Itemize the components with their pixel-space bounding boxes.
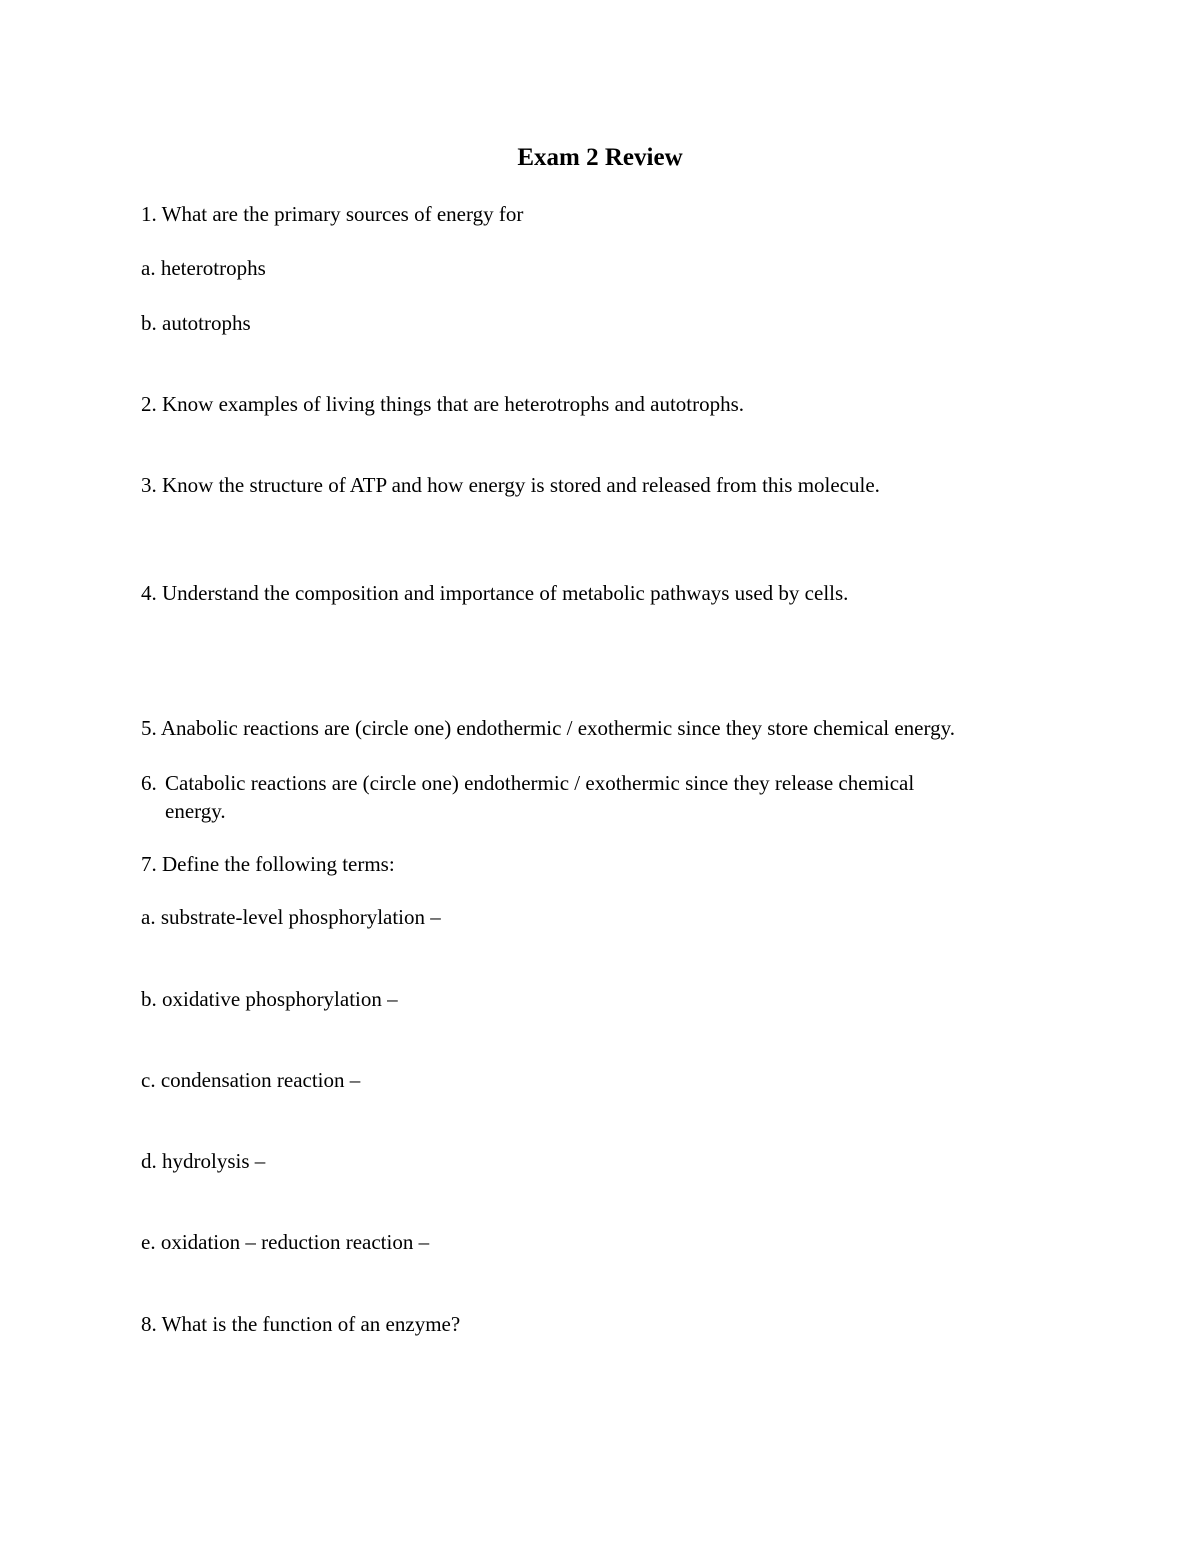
question-7c: c. condensation reaction – [141,1068,361,1092]
question-6-text: Catabolic reactions are (circle one) endothermic / exothermic since they release chemical [165,771,915,795]
question-6-number: 6. [141,771,157,795]
question-7a: a. substrate-level phosphorylation – [141,905,441,929]
question-7: 7. Define the following terms: [141,852,395,876]
question-7b: b. oxidative phosphorylation – [141,987,398,1011]
question-7e: e. oxidation – reduction reaction – [141,1230,430,1254]
question-6 [141,769,1041,825]
question-2: 2. Know examples of living things that are heterotrophs and autotrophs. [141,392,745,416]
question-5: 5. Anabolic reactions are (circle one) endothermic / exothermic since they store chemical energy. [141,716,955,740]
question-8: 8. What is the function of an enzyme? [141,1312,461,1336]
question-7d: d. hydrolysis – [141,1149,266,1173]
question-1a: a. heterotrophs [141,256,266,280]
question-1b: b. autotrophs [141,311,251,335]
question-3: 3. Know the structure of ATP and how energy is stored and released from this molecule. [141,473,880,497]
question-4: 4. Understand the composition and importance of metabolic pathways used by cells. [141,581,849,605]
page-title: Exam 2 Review [517,144,683,171]
question-6-continuation: energy. [165,799,226,823]
question-1: 1. What are the primary sources of energy for [141,202,524,226]
